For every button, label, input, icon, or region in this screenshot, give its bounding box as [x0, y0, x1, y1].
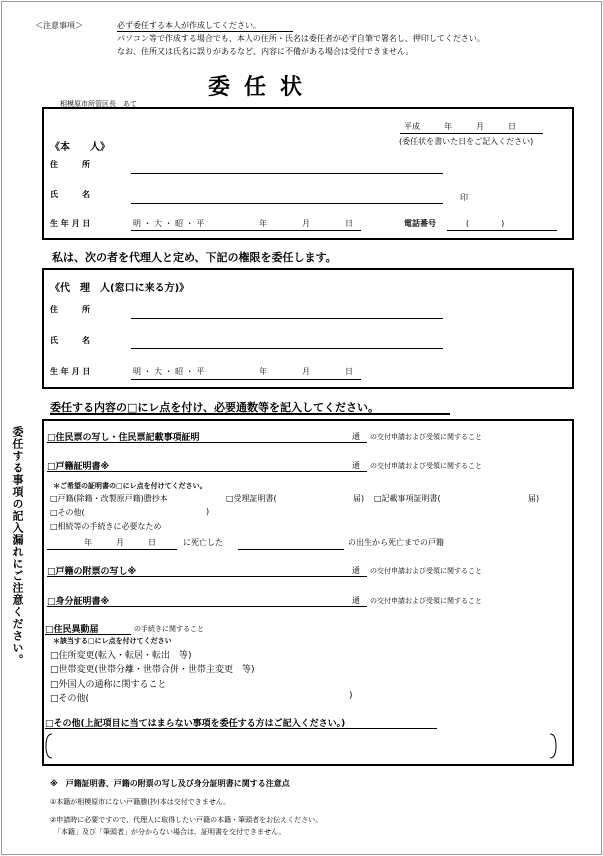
delegate-statement: 私は、次の者を代理人と定め、下記の権限を委任します。	[52, 251, 337, 264]
item-fuhyo-relates: の交付申請および受領に関すること	[370, 567, 482, 575]
other-bracket-box[interactable]	[44, 733, 558, 759]
item-ido-underline	[45, 634, 131, 635]
ido-opt-other-close: )	[349, 691, 353, 701]
koseki-hint: ＊ご希望の証明書の□にレ点を付けてください。	[53, 482, 207, 490]
principal-date-note: (委任状を書いた日をご記入ください)	[399, 137, 534, 146]
ido-opt-other[interactable]: □その他(	[50, 694, 90, 704]
other-bracket-left	[46, 734, 52, 758]
page-title: 委任状	[208, 75, 317, 100]
item-juminhyo-tsu: 通	[352, 432, 360, 441]
item-koseki-tsu: 通	[352, 461, 360, 470]
notes-line1: 必ず委任する本人が作成してください。	[117, 21, 261, 30]
notes-heading: ＜注意事項＞	[35, 21, 83, 30]
koseki-opt-juri-close: 届)	[353, 494, 365, 503]
ido-opt-address[interactable]: □住所変更(転入・転居・転出 等)	[50, 651, 192, 661]
koseki-opt-inherit[interactable]: □相続等の手続きに必要なため	[50, 522, 162, 531]
agent-birth-label: 生 年 月 日	[50, 367, 91, 376]
principal-birth-month: 月	[302, 219, 310, 228]
principal-birth-label: 生 年 月 日	[50, 219, 91, 228]
item-mibun[interactable]: □身分証明書※	[47, 597, 110, 607]
item-mibun-tsu: 通	[352, 596, 360, 605]
koseki-opt-other[interactable]: □その他(	[50, 508, 85, 517]
addressee: 相模原市所管区長 あて	[60, 100, 137, 108]
principal-date-line: 平成 年 月 日	[404, 122, 516, 131]
koseki-opt-kisai[interactable]: □記載事項証明書(	[374, 494, 441, 503]
ido-hint: ＊該当する□にレ点を付けてください	[53, 637, 172, 645]
item-juminhyo[interactable]: □住民票の写し・住民票記載事項証明	[47, 433, 200, 443]
koseki-opt-kisai-close: 届)	[528, 494, 540, 503]
agent-address-field[interactable]	[131, 318, 443, 319]
koseki-opt-tohon[interactable]: □戸籍(除籍・改製原戸籍)謄抄本	[50, 494, 168, 503]
koseki-opt-other-close: )	[206, 507, 210, 516]
item-juminhyo-relates: の交付申請および受領に関すること	[370, 433, 482, 441]
principal-phone-paren: ( )	[466, 219, 505, 228]
principal-birth-year: 年	[259, 219, 267, 228]
koseki-died: に死亡した	[183, 538, 223, 547]
ido-opt-foreigner[interactable]: □外国人の通称に関すること	[50, 680, 167, 690]
agent-name-field[interactable]	[131, 348, 443, 349]
principal-birth-field[interactable]	[131, 230, 361, 231]
footer-note2: ②申請時に必要ですので、代理人に取得したい戸籍の本籍・筆頭者をお伝えください。	[50, 816, 323, 824]
item-fuhyo-underline	[47, 576, 367, 577]
item-juminhyo-underline	[47, 442, 367, 443]
koseki-date: 年 月 日	[84, 538, 156, 547]
other-bracket-right	[550, 734, 556, 758]
item-koseki-relates: の交付申請および受領に関すること	[370, 462, 482, 470]
notes-line1-underline	[117, 31, 293, 32]
item-fuhyo-tsu: 通	[352, 566, 360, 575]
koseki-date-field[interactable]	[47, 549, 177, 550]
item-other-underline	[45, 728, 437, 729]
principal-birth-day: 日	[345, 219, 353, 228]
agent-birth-day: 日	[345, 367, 353, 376]
footer-note1: ①本籍が相模原市にない戸籍謄(抄)本は交付できません。	[50, 798, 231, 806]
agent-name-label: 氏 名	[50, 336, 90, 345]
agent-birth-era: 明 ・ 大 ・ 昭 ・ 平	[133, 367, 205, 376]
koseki-deceased-field[interactable]	[238, 549, 344, 550]
item-koseki-underline	[47, 471, 367, 472]
principal-address-field[interactable]	[131, 173, 443, 174]
agent-birth-month: 月	[302, 367, 310, 376]
principal-date-underline	[400, 133, 543, 134]
notes-line2: パソコン等で作成する場合でも、本人の住所・氏名は委任者が必ず自筆で署名し、押印してください。	[117, 34, 485, 43]
item-other[interactable]: □その他(上記項目に当てはまらない事項を委任する方はご記入ください。)	[45, 719, 346, 729]
notes-line3: なお、住所又は氏名に誤りがあるなど、内容に不備がある場合は受付できません。	[117, 47, 414, 56]
principal-name-field[interactable]	[131, 203, 443, 204]
instruction-underline	[50, 413, 450, 415]
item-fuhyo[interactable]: □戸籍の附票の写し※	[47, 567, 137, 577]
koseki-opt-juri[interactable]: □受理証明書(	[226, 494, 277, 503]
item-mibun-relates: の交付申請および受領に関すること	[370, 597, 482, 605]
agent-birth-year: 年	[259, 367, 267, 376]
item-ido-relates: の手続きに関すること	[134, 625, 204, 633]
principal-birth-era: 明 ・ 大 ・ 昭 ・ 平	[133, 219, 205, 228]
principal-phone-field[interactable]	[447, 230, 557, 231]
principal-seal: 印	[460, 193, 468, 202]
agent-heading: 《代 理 人(窓口に来る方)》	[50, 283, 190, 294]
agent-address-label: 住 所	[50, 305, 90, 314]
principal-address-label: 住 所	[50, 160, 90, 169]
side-note: 委任する事項の記入漏れにご注意ください。	[11, 426, 24, 666]
item-koseki[interactable]: □戸籍証明書※	[47, 462, 110, 472]
item-mibun-underline	[47, 606, 367, 607]
principal-name-label: 氏 名	[50, 190, 90, 199]
principal-heading: 《本 人》	[50, 142, 110, 153]
agent-birth-field[interactable]	[131, 379, 361, 380]
koseki-birth-to-death: の出生から死亡までの戸籍	[348, 538, 444, 547]
footer-note3: 「本籍」及び「筆頭者」が分からない場合は、証明書を交付できません。	[54, 828, 286, 836]
footer-heading: ※ 戸籍証明書、戸籍の附票の写し及び身分証明書に関する注意点	[50, 779, 290, 788]
item-ido[interactable]: □住民異動届	[45, 625, 99, 635]
principal-phone-label: 電話番号	[404, 219, 436, 228]
instruction: 委任する内容の□にレ点を付け、必要通数等を記入してください。	[50, 401, 379, 414]
ido-opt-household[interactable]: □世帯変更(世帯分離・世帯合併・世帯主変更 等)	[50, 665, 255, 675]
